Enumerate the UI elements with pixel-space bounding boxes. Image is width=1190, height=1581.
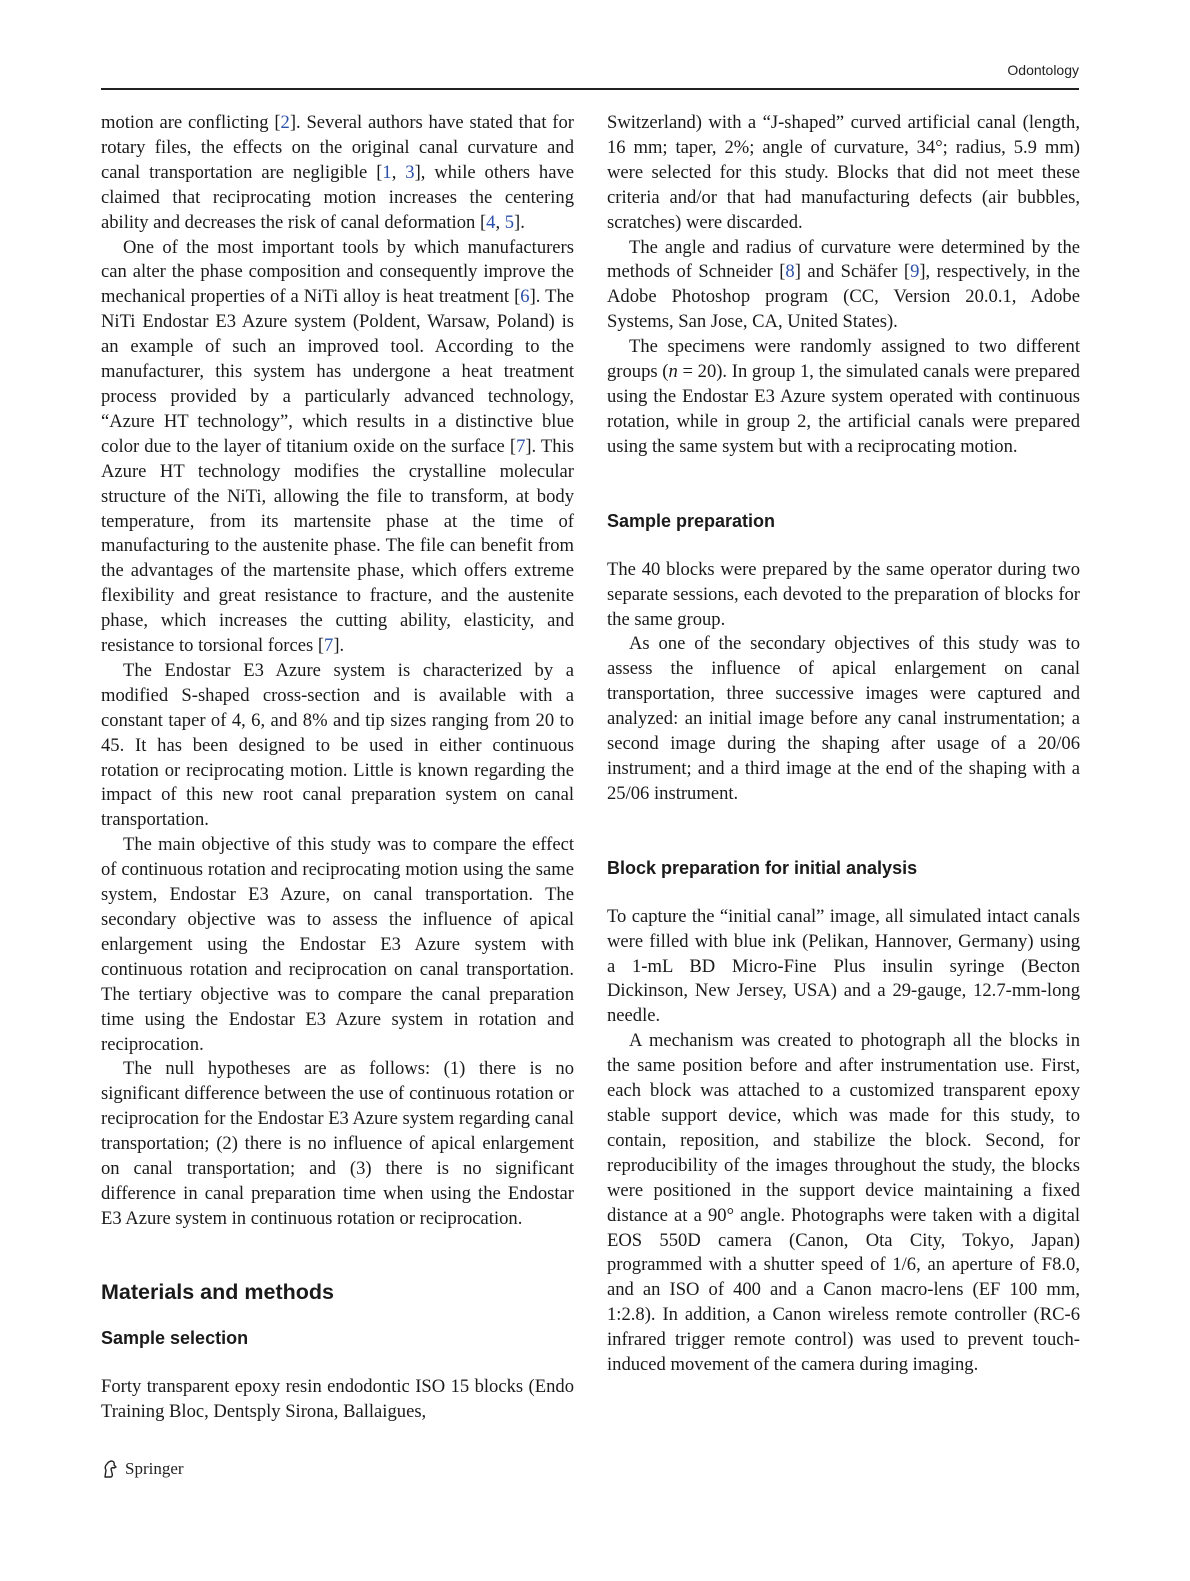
paragraph: The null hypotheses are as follows: (1) there is no significant difference between the use of continuous rotation or reciprocation for the Endostar E3 Azure system regarding canal transportation; (2) there is no influence of apical enlargement on canal transportation; and (3) there is no significant difference in canal preparation time when using the Endostar E3 Azure system in continuous rotation or reciprocation. (101, 1058, 574, 1229)
paragraph: motion are conflicting [2]. Several authors have stated that for rotary files, the effects on the original canal curvature and canal transportation are negligible [1, 3], while others have claimed that reciprocating motion increases the centering ability and decreases the risk of canal deformation [4, 5]. (101, 112, 574, 233)
italic-symbol: n (668, 361, 678, 383)
springer-horse-icon (101, 1459, 119, 1479)
right-column (607, 111, 1080, 1378)
paragraph: One of the most important tools by which manufacturers can alter the phase composition and consequently improve the mechanical properties of a NiTi alloy is heat treatment [6]. The NiTi Endostar E3 Azure system (Poldent, Warsaw, Poland) is an example of such an improved tool. According to the manufacturer, this system has undergone a heat treatment process provided by a particularly advanced technology, “Azure HT technology”, which results in a distinctive blue color due to the layer of titanium oxide on the surface [7]. This Azure HT technology modifies the crystalline molecular structure of the NiTi, allowing the file to transform, at body temperature, from its martensite phase at the time of manufacturing to the austenite phase. The file can benefit from the advantages of the martensite phase, which offers extreme flexibility and great resistance to fracture, and the austenite phase, which increases the cutting ability, elasticity, and resistance to torsional forces [7]. (101, 236, 575, 657)
left-column (101, 111, 574, 1425)
publisher-name: Springer (125, 1459, 184, 1478)
citation-link[interactable]: 2 (280, 112, 290, 133)
paragraph: A mechanism was created to photograph all the blocks in the same position before and after instrumentation use. First, each block was attached to a customized transparent epoxy stable support device, which was made for this study, to contain, reposition, and stabilize the block. Second, for reproducibility of the images throughout the study, the blocks were positioned in the support device maintaining a fixed distance at a 90° angle. Photographs were taken with a digital EOS 550D camera (Canon, Ota City, Tokyo, Japan) programmed with a shutter speed of 1/6, an aperture of F8.0, and an ISO of 400 and a Canon macro-lens (EF 100 mm, 1:2.8). In addition, a Canon wireless remote controller (RC-6 infrared trigger remote control) was used to prevent touch-induced movement of the camera during imaging. (607, 1030, 1080, 1376)
citation-link[interactable]: 7 (516, 435, 526, 457)
paragraph: To capture the “initial canal” image, all simulated intact canals were filled with blue ink (Pelikan, Hannover, Germany) using a 1-mL BD Micro-Fine Plus insulin syringe (Becton Dickinson, New Jersey, USA) and a 29-gauge, 12.7-mm-long needle. (607, 905, 1080, 1027)
running-head: Odontology (1007, 62, 1079, 78)
citation-link[interactable]: 4 (486, 211, 496, 233)
paragraph: The Endostar E3 Azure system is characterized by a modified S-shaped cross-section and is available with a constant taper of 4, 6, and 8% and tip sizes ranging from 20 to 45. It has been designed to be used in either continuous rotation or reciprocating motion. Little is known regarding the impact of this new root canal preparation system on canal transportation. (101, 659, 574, 831)
citation-link[interactable]: 7 (324, 635, 334, 657)
paragraph: The specimens were randomly assigned to two different groups (n = 20). In group 1, the simulated canals were prepared using the Endostar E3 Azure system operated with continuous rotation, while in group 2, the artificial canals were prepared using the same system but with a reciprocating motion. (607, 336, 1080, 457)
subsection-heading-sample-preparation: Sample preparation (607, 510, 776, 531)
section-heading-materials-and-methods: Materials and methods (101, 1279, 334, 1304)
subsection-heading-block-preparation: Block preparation for initial analysis (607, 857, 918, 878)
citation-link[interactable]: 5 (504, 211, 515, 233)
citation-link[interactable]: 3 (405, 161, 415, 183)
paragraph: Switzerland) with a “J-shaped” curved artificial canal (length, 16 mm; taper, 2%; angle of curvature, 34°; radius, 5.9 mm) were selected for this study. Blocks that did not meet these criteria and/or that had manufacturing defects (air bubbles, scratches) were discarded. (607, 112, 1080, 233)
paragraph: The 40 blocks were prepared by the same operator during two separate sessions, each devoted to the preparation of blocks for the same group. (607, 558, 1080, 630)
subsection-heading-sample-selection: Sample selection (101, 1327, 249, 1348)
paragraph: The angle and radius of curvature were determined by the methods of Schneider [8] and Schäfer [9], respectively, in the Adobe Photoshop program (CC, Version 20.0.1, Adobe Systems, San Jose, CA, United States). (607, 236, 1080, 333)
paragraph: As one of the secondary objectives of this study was to assess the influence of apical enlargement on canal transportation, three successive images were captured and analyzed: an initial image before any canal instrumentation; a second image during the shaping after usage of a 20/06 instrument; and a third image at the end of the shaping with a 25/06 instrument. (607, 633, 1080, 804)
citation-link[interactable]: 9 (910, 261, 920, 283)
citation-link[interactable]: 8 (785, 261, 795, 283)
citation-link[interactable]: 1 (382, 161, 392, 183)
paragraph: The main objective of this study was to compare the effect of continuous rotation and reciprocating motion using the same system, Endostar E3 Azure, on canal transportation. The secondary objective was to assess the influence of apical enlargement using the Endostar E3 Azure system with continuous rotation and reciprocation on canal transportation. The tertiary objective was to compare the canal preparation time using the Endostar E3 Azure system in rotation and reciprocation. (101, 834, 574, 1055)
header-rule (101, 88, 1079, 90)
footer (101, 1459, 184, 1479)
paragraph: Forty transparent epoxy resin endodontic ISO 15 blocks (Endo Training Bloc, Dentsply Sirona, Ballaigues, (101, 1375, 574, 1422)
citation-link[interactable]: 6 (520, 286, 530, 308)
